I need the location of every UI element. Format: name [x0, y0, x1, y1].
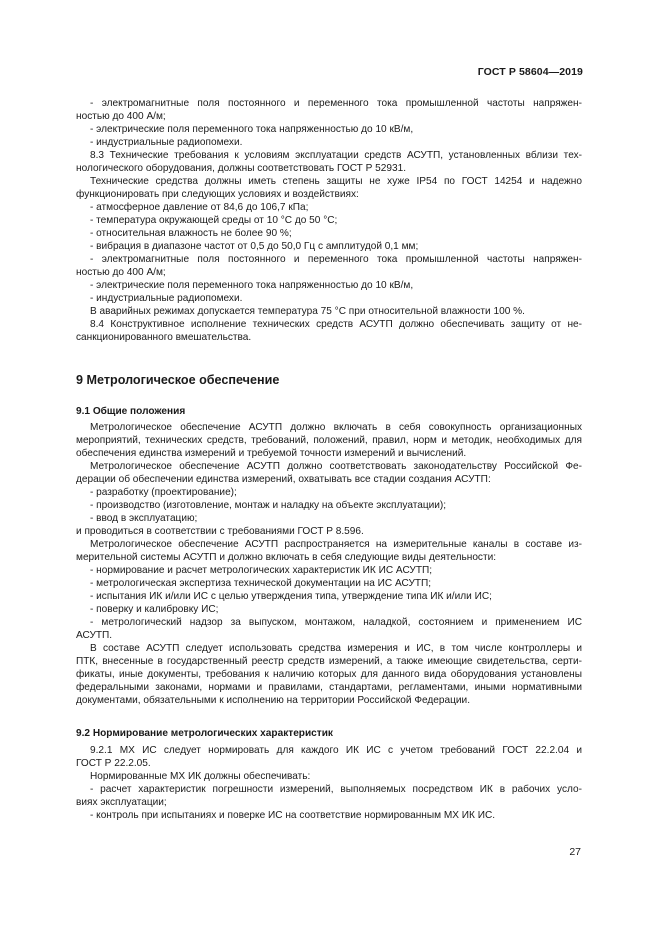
- text-line: В составе АСУТП следует использовать средства измерения и ИС, в том числе контроллеры и: [90, 643, 582, 654]
- text-line: 8.3 Технические требования к условиям эксплуатации средств АСУТП, установленных вблизи тех-: [90, 150, 582, 161]
- text-line: - производство (изготовление, монтаж и наладку на объекте эксплуатации);: [90, 500, 447, 511]
- text-line: ГОСТ Р 22.2.05.: [76, 758, 151, 769]
- text-line: нологического оборудования, должны соответствовать ГОСТ Р 52931.: [76, 163, 407, 174]
- text-line: - разработку (проектирование);: [90, 487, 237, 498]
- section-9-2-text: [76, 744, 582, 822]
- text-line: Метрологическое обеспечение АСУТП должно включать в себя совокупность организационных: [90, 422, 582, 433]
- text-line: - поверку и калибровку ИС;: [90, 604, 219, 615]
- text-line: Метрологическое обеспечение АСУТП должно соответствовать законодательству Российской Фе-: [90, 461, 582, 472]
- section-8-text: [76, 97, 582, 344]
- text-line: В аварийных режимах допускается температура 75 °С при относительной влажности 100 %.: [90, 306, 525, 317]
- text-line: и проводиться в соответствии с требованиями ГОСТ Р 8.596.: [76, 526, 364, 537]
- text-line: - электромагнитные поля постоянного и переменного тока промышленной частоты напряжен-: [90, 98, 582, 109]
- text-line: 9.2.1 МХ ИС следует нормировать для каждого ИК ИС с учетом требований ГОСТ 22.2.04 и: [90, 745, 582, 756]
- page-number: 27: [569, 846, 581, 858]
- text-line: ностью до 400 А/м;: [76, 267, 166, 278]
- text-line: ностью до 400 А/м;: [76, 111, 166, 122]
- subsection-9-2-heading-wrap: [76, 727, 582, 740]
- text-line: 8.4 Конструктивное исполнение технических средств АСУТП должно обеспечивать защиту от не-: [90, 319, 582, 330]
- text-line: санкционированного вмешательства.: [76, 332, 252, 343]
- section-9-heading: 9 Метрологическое обеспечение: [76, 373, 280, 387]
- subsection-9-1-heading: 9.1 Общие положения: [76, 406, 186, 417]
- text-line: виях эксплуатации;: [76, 797, 167, 808]
- text-line: - ввод в эксплуатацию;: [90, 513, 198, 524]
- text-line: - температура окружающей среды от 10 °С до 50 °С;: [90, 215, 338, 226]
- text-line: мерительной системы АСУТП и должно включать в себя следующие виды деятельности:: [76, 552, 497, 563]
- subsection-9-2-heading: 9.2 Нормирование метрологических характеристик: [76, 728, 333, 739]
- subsection-9-1-heading-wrap: [76, 405, 582, 418]
- text-line: - электромагнитные поля постоянного и переменного тока промышленной частоты напряжен-: [90, 254, 582, 265]
- text-line: - относительная влажность не более 90 %;: [90, 228, 292, 239]
- text-line: - расчет характеристик погрешности измерений, выполняемых посредством ИК в рабочих усло-: [90, 784, 582, 795]
- standard-designation: ГОСТ Р 58604—2019: [477, 66, 583, 78]
- text-line: федеральными законами, нормами и правилами, стандартами, регламентами, иными нормативными: [76, 682, 582, 693]
- text-line: функционировать при следующих условиях и воздействиях:: [76, 189, 359, 200]
- section-9-1-text: [76, 421, 582, 707]
- text-line: обеспечения единства измерений и требуемой точности измерений и вычислений.: [76, 448, 467, 459]
- text-line: - метрологическая экспертиза технической документации на ИС АСУТП;: [90, 578, 432, 589]
- text-line: Метрологическое обеспечение АСУТП распространяется на измерительные каналы в составе из-: [90, 539, 582, 550]
- text-line: АСУТП.: [76, 630, 113, 641]
- text-line: - электрические поля переменного тока напряженностью до 10 кВ/м,: [90, 124, 414, 135]
- text-line: документами, обязательными к исполнению на территории Российской Федерации.: [76, 695, 470, 706]
- text-line: - метрологический надзор за выпуском, монтажом, наладкой, состоянием и применением ИС: [90, 617, 582, 628]
- text-line: - индустриальные радиопомехи.: [90, 137, 243, 148]
- text-line: Технические средства должны иметь степень защиты не хуже IP54 по ГОСТ 14254 и надежно: [90, 176, 582, 187]
- text-line: - электрические поля переменного тока напряженностью до 10 кВ/м,: [90, 280, 414, 291]
- text-line: мероприятий, технических средств, требований, положений, правил, норм и методик, необходимых для: [76, 435, 582, 446]
- text-line: - вибрация в диапазоне частот от 0,5 до 50,0 Гц с амплитудой 0,1 мм;: [90, 241, 419, 252]
- text-line: фикаты, иные документы, требования к наличию которых для данного вида оборудования установлены: [76, 669, 582, 680]
- text-line: - контроль при испытаниях и поверке ИС на соответствие нормированным МХ ИК ИС.: [90, 810, 496, 821]
- text-line: дерации об обеспечении единства измерений, охватывать все стадии создания АСУТП:: [76, 474, 491, 485]
- text-line: ПТК, внесенные в государственный реестр средств измерений, а также имеющие свидетельства, серти-: [76, 656, 582, 667]
- text-line: Нормированные МХ ИК должны обеспечивать:: [90, 771, 311, 782]
- text-line: - атмосферное давление от 84,6 до 106,7 кПа;: [90, 202, 309, 213]
- text-line: - индустриальные радиопомехи.: [90, 293, 243, 304]
- text-line: - испытания ИК и/или ИС с целью утверждения типа, утверждение типа ИК и/или ИС;: [90, 591, 492, 602]
- text-line: - нормирование и расчет метрологических характеристик ИК ИС АСУТП;: [90, 565, 433, 576]
